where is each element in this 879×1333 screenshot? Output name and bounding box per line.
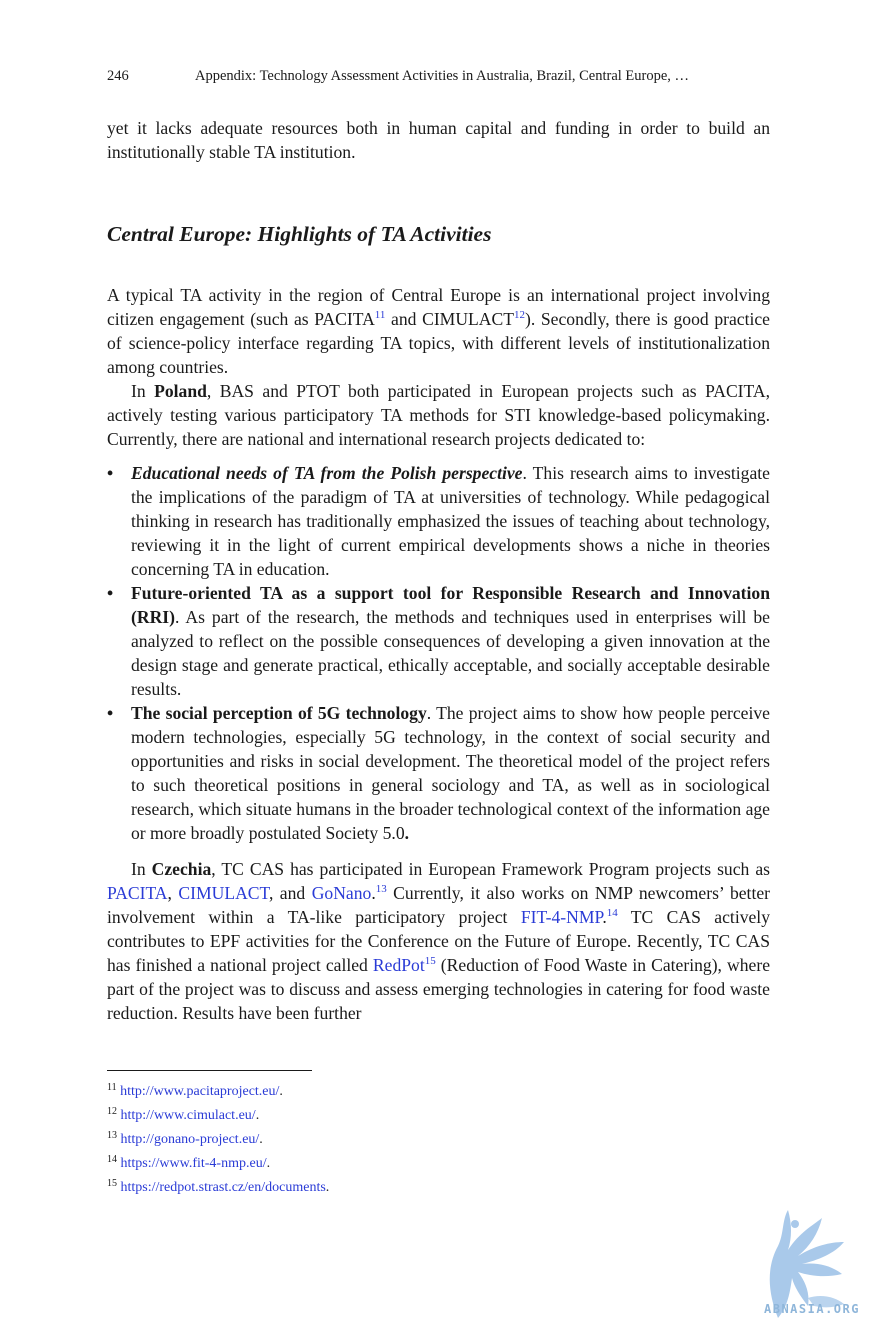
footnote-ref-14[interactable]: 14	[606, 907, 618, 919]
link-cimulact[interactable]: CIMULACT	[178, 883, 269, 903]
project-title: Educational needs of TA from the Polish perspective	[131, 463, 523, 483]
link-redpot[interactable]: RedPot	[372, 955, 425, 975]
footnote-link[interactable]: http://www.pacitaproject.eu/	[120, 1084, 280, 1099]
list-item: • Future-oriented TA as a support tool for Responsible Research and Innovation (RRI). As part of the research, the methods and techniques used in enterprises will be analyzed to reflect on the possible consequences of developing a given innovation at the design stage and generate practical, ethically acceptable, and socially acceptable desirable results.	[107, 583, 770, 699]
footnote-14: $^{14}$ https://www.fit-4-nmp.eu/.	[107, 1154, 271, 1171]
page-number: 246	[107, 68, 129, 84]
footnote-link[interactable]: https://www.fit-4-nmp.eu/	[120, 1156, 267, 1171]
country-czechia: Czechia	[151, 859, 212, 879]
footnote-11: $^{11}$ http://www.pacitaproject.eu/.	[107, 1082, 283, 1099]
footnote-12: $^{12}$ http://www.cimulact.eu/.	[107, 1106, 260, 1123]
footnote-15: $^{15}$ https://redpot.strast.cz/en/documents.	[107, 1178, 330, 1195]
footnote-divider	[107, 1070, 312, 1071]
watermark-text: ABNASIA.ORG	[764, 1302, 860, 1316]
link-pacita[interactable]: PACITA	[107, 883, 168, 903]
link-gonano[interactable]: GoNano	[311, 883, 372, 903]
footnote-13: $^{13}$ http://gonano-project.eu/.	[107, 1130, 263, 1147]
footnote-ref-15[interactable]: 15	[424, 955, 436, 967]
footnote-link[interactable]: http://gonano-project.eu/	[120, 1132, 260, 1147]
list-item: • Educational needs of TA from the Polish perspective. This research aims to investigate the implications of the paradigm of TA at universities of technology. While pedagogical thinking in research has traditionally emphasized the issues of teaching about technology, reviewing it in the light of current empirical developments shows a niche in theories concerning TA in education.	[107, 463, 770, 579]
bullet-icon: •	[107, 463, 114, 483]
paragraph-intro-central-europe: A typical TA activity in the region of Central Europe is an international project involving citizen engagement (such as PACITA$^{11}$ and CIMULACT$^{12}$). Secondly, there is good practice of science-policy interface regarding TA topics, with different levels of institutionalization among countries.	[107, 285, 770, 377]
footnote-ref-12[interactable]: 12	[513, 309, 525, 321]
section-title: Central Europe: Highlights of TA Activities	[107, 222, 492, 246]
list-item: • The social perception of 5G technology. The project aims to show how people perceive modern technologies, especially 5G technology, in the context of social security and opportunities and risks in social development. The theoretical model of the project refers to such theoretical positions in general sociology and TA, as well as in sociological research, which situate humans in the broader technological context of the information age or more broadly postulated Society 5.0.	[107, 703, 770, 843]
paragraph-poland: In Poland, BAS and PTOT both participated in European projects such as PACITA, actively testing various participatory TA methods for STI knowledge-based policymaking. Currently, there are national and international research projects dedicated to:	[107, 381, 770, 449]
body-text	[107, 283, 770, 1025]
footnote-ref-11[interactable]: 11	[374, 309, 386, 321]
running-title: Appendix: Technology Assessment Activities in Australia, Brazil, Central Europe, …	[195, 68, 690, 84]
project-title: Future-oriented TA as a support tool for Responsible Research and Innovation (RRI)	[131, 583, 770, 627]
footnote-link[interactable]: https://redpot.strast.cz/en/documents	[120, 1180, 326, 1195]
country-poland: Poland	[154, 381, 207, 401]
paragraph-czechia: In Czechia, TC CAS has participated in European Framework Program projects such as PACITA, CIMULACT, and GoNano.$^{13}$ Currently, it also works on NMP newcomers’ better involvement within a TA-like participatory project FIT-4-NMP.$^{14}$ TC CAS actively contributes to EPF activities for the Conference on the Future of Europe. Recently, TC CAS has finished a national project called RedPot$^{15}$ (Reduction of Food Waste in Catering), where part of the project was to discuss and assess emerging technologies in catering for food waste reduction. Results have been further	[107, 859, 771, 1023]
link-fit-4-nmp[interactable]: FIT-4-NMP	[520, 907, 603, 927]
intro-paragraph-block	[107, 116, 770, 164]
project-title: The social perception of 5G technology	[131, 703, 427, 723]
project-list	[107, 461, 770, 845]
intro-paragraph: yet it lacks adequate resources both in human capital and funding in order to build an institutionally stable TA institution.	[107, 118, 770, 162]
footnotes	[107, 1080, 329, 1200]
bullet-icon: •	[107, 703, 114, 723]
running-header	[107, 68, 770, 85]
footnote-ref-13[interactable]: 13	[375, 883, 387, 895]
footnote-link[interactable]: http://www.cimulact.eu/	[120, 1108, 256, 1123]
bullet-icon: •	[107, 583, 114, 603]
